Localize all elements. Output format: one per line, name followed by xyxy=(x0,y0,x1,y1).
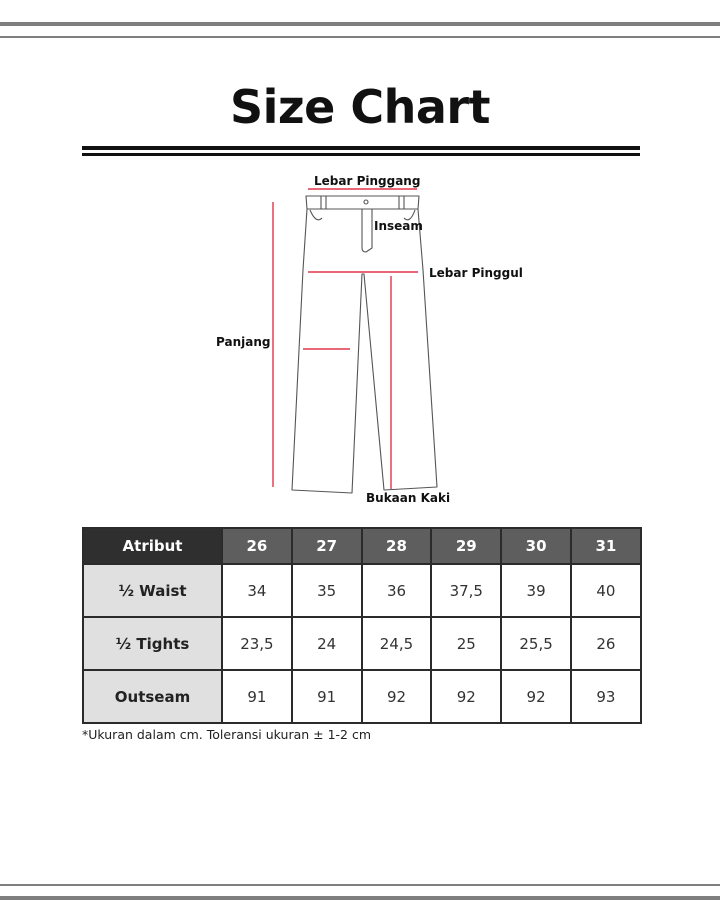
table-header-row xyxy=(83,528,641,564)
waistband xyxy=(306,196,419,209)
belt-loop-right xyxy=(399,196,404,209)
table-cell: 91 xyxy=(292,670,362,723)
table-cell: 34 xyxy=(222,564,292,617)
size-table xyxy=(82,527,642,724)
bottom-border-line-thin xyxy=(0,884,720,886)
label-leg-opening: Bukaan Kaki xyxy=(366,491,451,505)
header-size: 28 xyxy=(362,528,432,564)
header-size: 26 xyxy=(222,528,292,564)
row-label-outseam: Outseam xyxy=(83,670,222,723)
header-size: 31 xyxy=(571,528,641,564)
header-size: 27 xyxy=(292,528,362,564)
table-cell: 23,5 xyxy=(222,617,292,670)
fly-stitch xyxy=(362,209,372,252)
pants-diagram xyxy=(0,160,720,520)
table-cell: 92 xyxy=(501,670,571,723)
label-length: Panjang xyxy=(216,335,271,349)
table-cell: 35 xyxy=(292,564,362,617)
table-cell: 92 xyxy=(362,670,432,723)
pocket-left xyxy=(310,210,322,220)
table-cell: 92 xyxy=(431,670,501,723)
table-cell: 40 xyxy=(571,564,641,617)
row-label-waist: ½ Waist xyxy=(83,564,222,617)
row-label-tights: ½ Tights xyxy=(83,617,222,670)
top-border-line-thin xyxy=(0,36,720,38)
page-title: Size Chart xyxy=(229,80,491,134)
label-inseam: Inseam xyxy=(374,219,423,233)
pants-illustration xyxy=(0,160,720,520)
top-border-line xyxy=(0,22,720,26)
table-cell: 24 xyxy=(292,617,362,670)
label-waist-width: Lebar Pinggang xyxy=(314,174,421,188)
table-cell: 37,5 xyxy=(431,564,501,617)
table-cell: 26 xyxy=(571,617,641,670)
table-row xyxy=(83,670,641,723)
table-cell: 24,5 xyxy=(362,617,432,670)
table-row xyxy=(83,564,641,617)
size-note: *Ukuran dalam cm. Toleransi ukuran ± 1-2 cm xyxy=(82,727,372,742)
bottom-border-line xyxy=(0,896,720,900)
table-cell: 93 xyxy=(571,670,641,723)
table-cell: 25,5 xyxy=(501,617,571,670)
label-hip-width: Lebar Pinggul xyxy=(429,266,523,280)
title-underline-secondary xyxy=(82,153,640,156)
button xyxy=(364,200,368,204)
header-size: 29 xyxy=(431,528,501,564)
title-underline xyxy=(82,146,640,150)
belt-loop-left xyxy=(321,196,326,209)
table-cell: 91 xyxy=(222,670,292,723)
table-cell: 36 xyxy=(362,564,432,617)
table-cell: 39 xyxy=(501,564,571,617)
table-row xyxy=(83,617,641,670)
table-cell: 25 xyxy=(431,617,501,670)
header-size: 30 xyxy=(501,528,571,564)
header-attribute: Atribut xyxy=(83,528,222,564)
